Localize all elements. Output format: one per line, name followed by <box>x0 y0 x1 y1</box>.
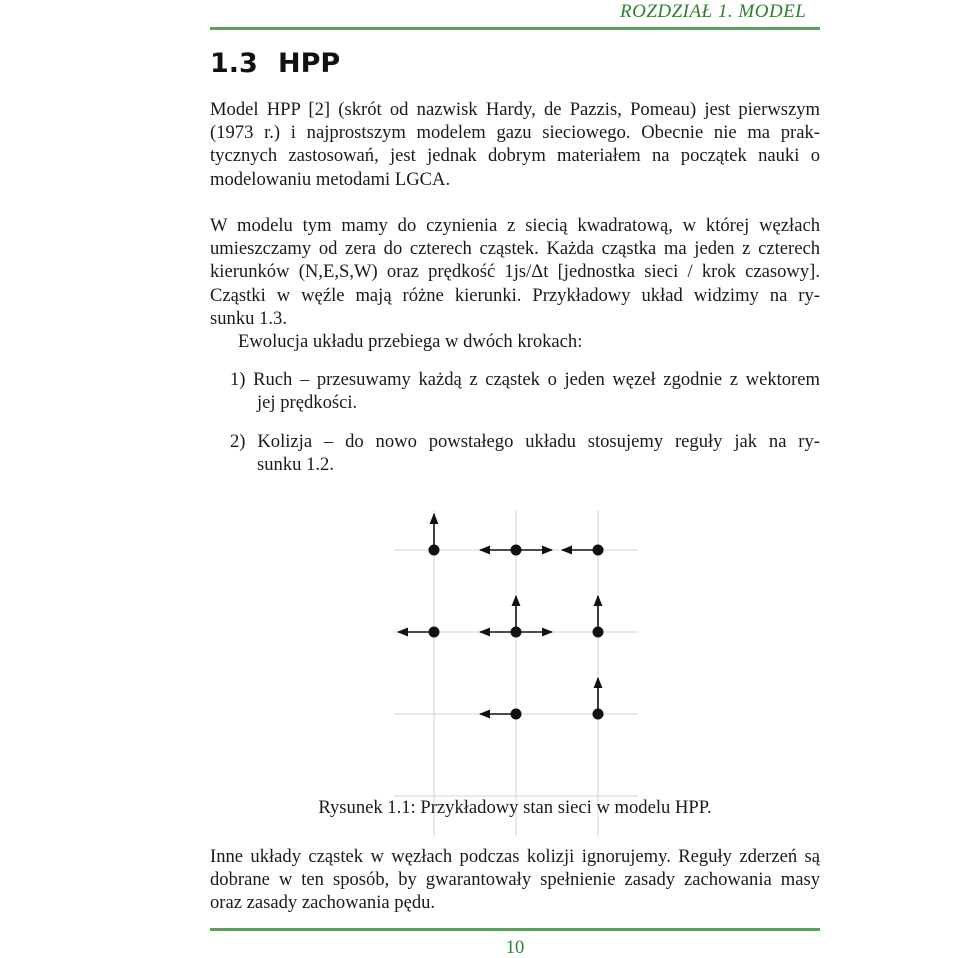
text-line: tycznych zastosowań, jest jednak dobrym materiałem na początek nauki o <box>210 145 820 167</box>
lattice-node <box>593 627 604 638</box>
lattice-node <box>511 545 522 556</box>
text-line: kierunków (N,E,S,W) oraz prędkość 1js/Δt [jednostka sieci / krok czasowy]. <box>210 261 820 283</box>
lattice-node <box>593 545 604 556</box>
paragraph-closing <box>210 845 820 915</box>
lattice-node <box>593 709 604 720</box>
text-line: modelowaniu metodami LGCA. <box>210 168 451 190</box>
text-line: sunku 1.2. <box>257 454 334 476</box>
lattice-node <box>511 627 522 638</box>
list-item-step-1 <box>210 368 820 414</box>
list-text: Kolizja – do nowo powstałego układu stosujemy reguły jak na ry- <box>257 431 820 452</box>
footer-rule <box>210 928 820 931</box>
page-number: 10 <box>505 937 525 958</box>
paragraph-intro <box>210 98 820 191</box>
text-line: (1973 r.) i najprostszym modelem gazu sieciowego. Obecnie nie ma prak- <box>210 122 820 144</box>
text-line: dobrane w ten sposób, by gwarantowały spełnienie zasady zachowania masy <box>210 869 820 891</box>
lattice-node <box>511 709 522 720</box>
list-label: 2) <box>230 431 246 452</box>
text-line: Cząstki w węźle mają różne kierunki. Przykładowy układ widzimy na ry- <box>210 284 820 306</box>
text-line: jej prędkości. <box>257 392 358 414</box>
paragraph-evolution <box>210 330 820 353</box>
hpp-lattice-figure <box>380 500 640 780</box>
text-line: oraz zasady zachowania pędu. <box>210 892 436 914</box>
running-head: ROZDZIAŁ 1. MODEL <box>620 1 807 22</box>
text-line <box>210 368 820 391</box>
text-line: Inne układy cząstek w węzłach podczas kolizji ignorujemy. Reguły zderzeń są <box>210 846 820 867</box>
section-heading <box>210 46 340 82</box>
list-label: 1) <box>230 369 246 390</box>
list-text: Ruch – przesuwamy każdą z cząstek o jeden węzeł zgodnie z wektorem <box>253 369 820 390</box>
text-line <box>210 430 820 453</box>
section-number: 1.3 <box>210 48 258 79</box>
lattice-node <box>429 627 440 638</box>
text-line: Model HPP [2] (skrót od nazwisk Hardy, de Pazzis, Pomeau) jest pierwszym <box>210 99 820 120</box>
text-line: Ewolucja układu przebiega w dwóch krokach: <box>238 331 583 352</box>
lattice-node <box>429 545 440 556</box>
section-title: HPP <box>278 48 341 79</box>
paragraph-lattice <box>210 214 820 330</box>
figure-caption: Rysunek 1.1: Przykładowy stan sieci w modelu HPP. <box>318 797 712 818</box>
header-rule <box>210 27 820 30</box>
text-line: W modelu tym mamy do czynienia z siecią kwadratową, w której węzłach <box>210 215 820 236</box>
list-item-step-2 <box>210 430 820 476</box>
text-line: umieszczamy od zera do czterech cząstek. Każda cząstka ma jeden z czterech <box>210 238 820 260</box>
lattice-diagram <box>380 500 640 780</box>
text-line: sunku 1.3. <box>210 307 287 329</box>
